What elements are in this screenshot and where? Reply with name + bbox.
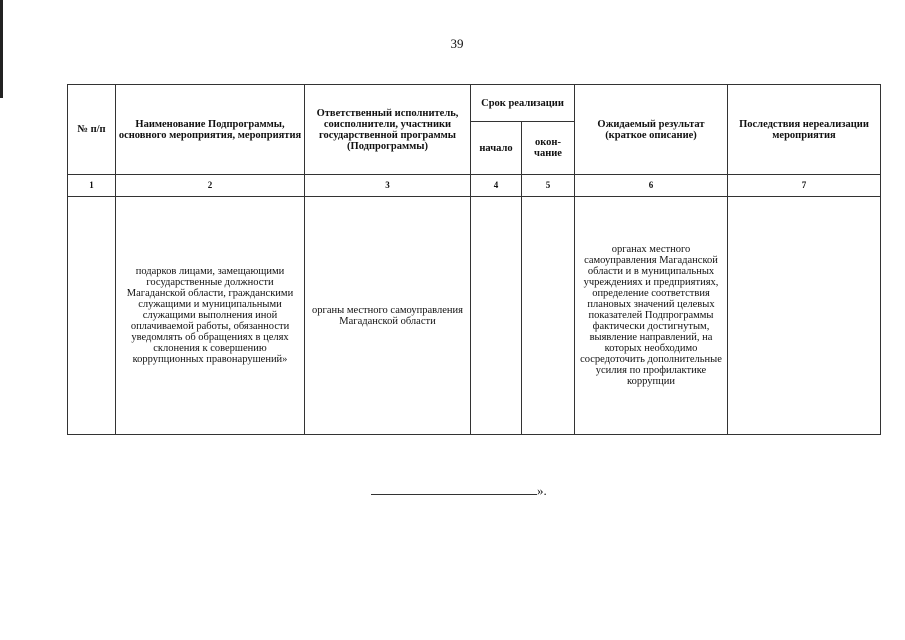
page-number: 39	[450, 36, 464, 51]
header-end: окон-чание	[522, 122, 575, 175]
signature-line	[371, 494, 537, 495]
closing-mark	[371, 483, 547, 499]
column-number: 6	[575, 175, 728, 197]
cell-consequences	[728, 197, 881, 435]
column-number: 3	[305, 175, 471, 197]
header-consequences: Последствия нереализации мероприятия	[728, 85, 881, 175]
table-header-row	[68, 85, 881, 122]
cell-result: органах местного самоуправления Магаданской области и в муниципальных учреждениях и предприятиях, определение соответствия плановых значений целевых показателей Подпрограммы фактически достигнутым, выявление направлений, на которых необходимо сосредоточить дополнительные усилия по профилактике коррупции	[575, 197, 728, 435]
column-number: 7	[728, 175, 881, 197]
column-number: 1	[68, 175, 116, 197]
header-responsible: Ответственный исполнитель, соисполнители, участники государственной программы (Подпрограммы)	[305, 85, 471, 175]
program-measures-table	[67, 84, 881, 435]
column-number: 4	[471, 175, 522, 197]
header-number: № п/п	[68, 85, 116, 175]
column-number: 5	[522, 175, 575, 197]
cell-number	[68, 197, 116, 435]
cell-start	[471, 197, 522, 435]
header-period: Срок реализации	[471, 85, 575, 122]
column-number: 2	[116, 175, 305, 197]
header-start: начало	[471, 122, 522, 175]
cell-end	[522, 197, 575, 435]
cell-responsible: органы местного самоуправления Магаданской области	[305, 197, 471, 435]
cell-name: подарков лицами, замещающими государственные должности Магаданской области, гражданскими служащими и муниципальными служащими выполнения иной оплачиваемой работы, обязанности уведомлять об обращениях в целях склонения к совершению коррупционных правонарушений»	[116, 197, 305, 435]
closing-quote: ».	[537, 483, 547, 498]
header-name: Наименование Подпрограммы, основного мероприятия, мероприятия	[116, 85, 305, 175]
page-edge-line	[0, 0, 3, 98]
table-row	[68, 197, 881, 435]
header-result: Ожидаемый результат (краткое описание)	[575, 85, 728, 175]
column-number-row	[68, 175, 881, 197]
